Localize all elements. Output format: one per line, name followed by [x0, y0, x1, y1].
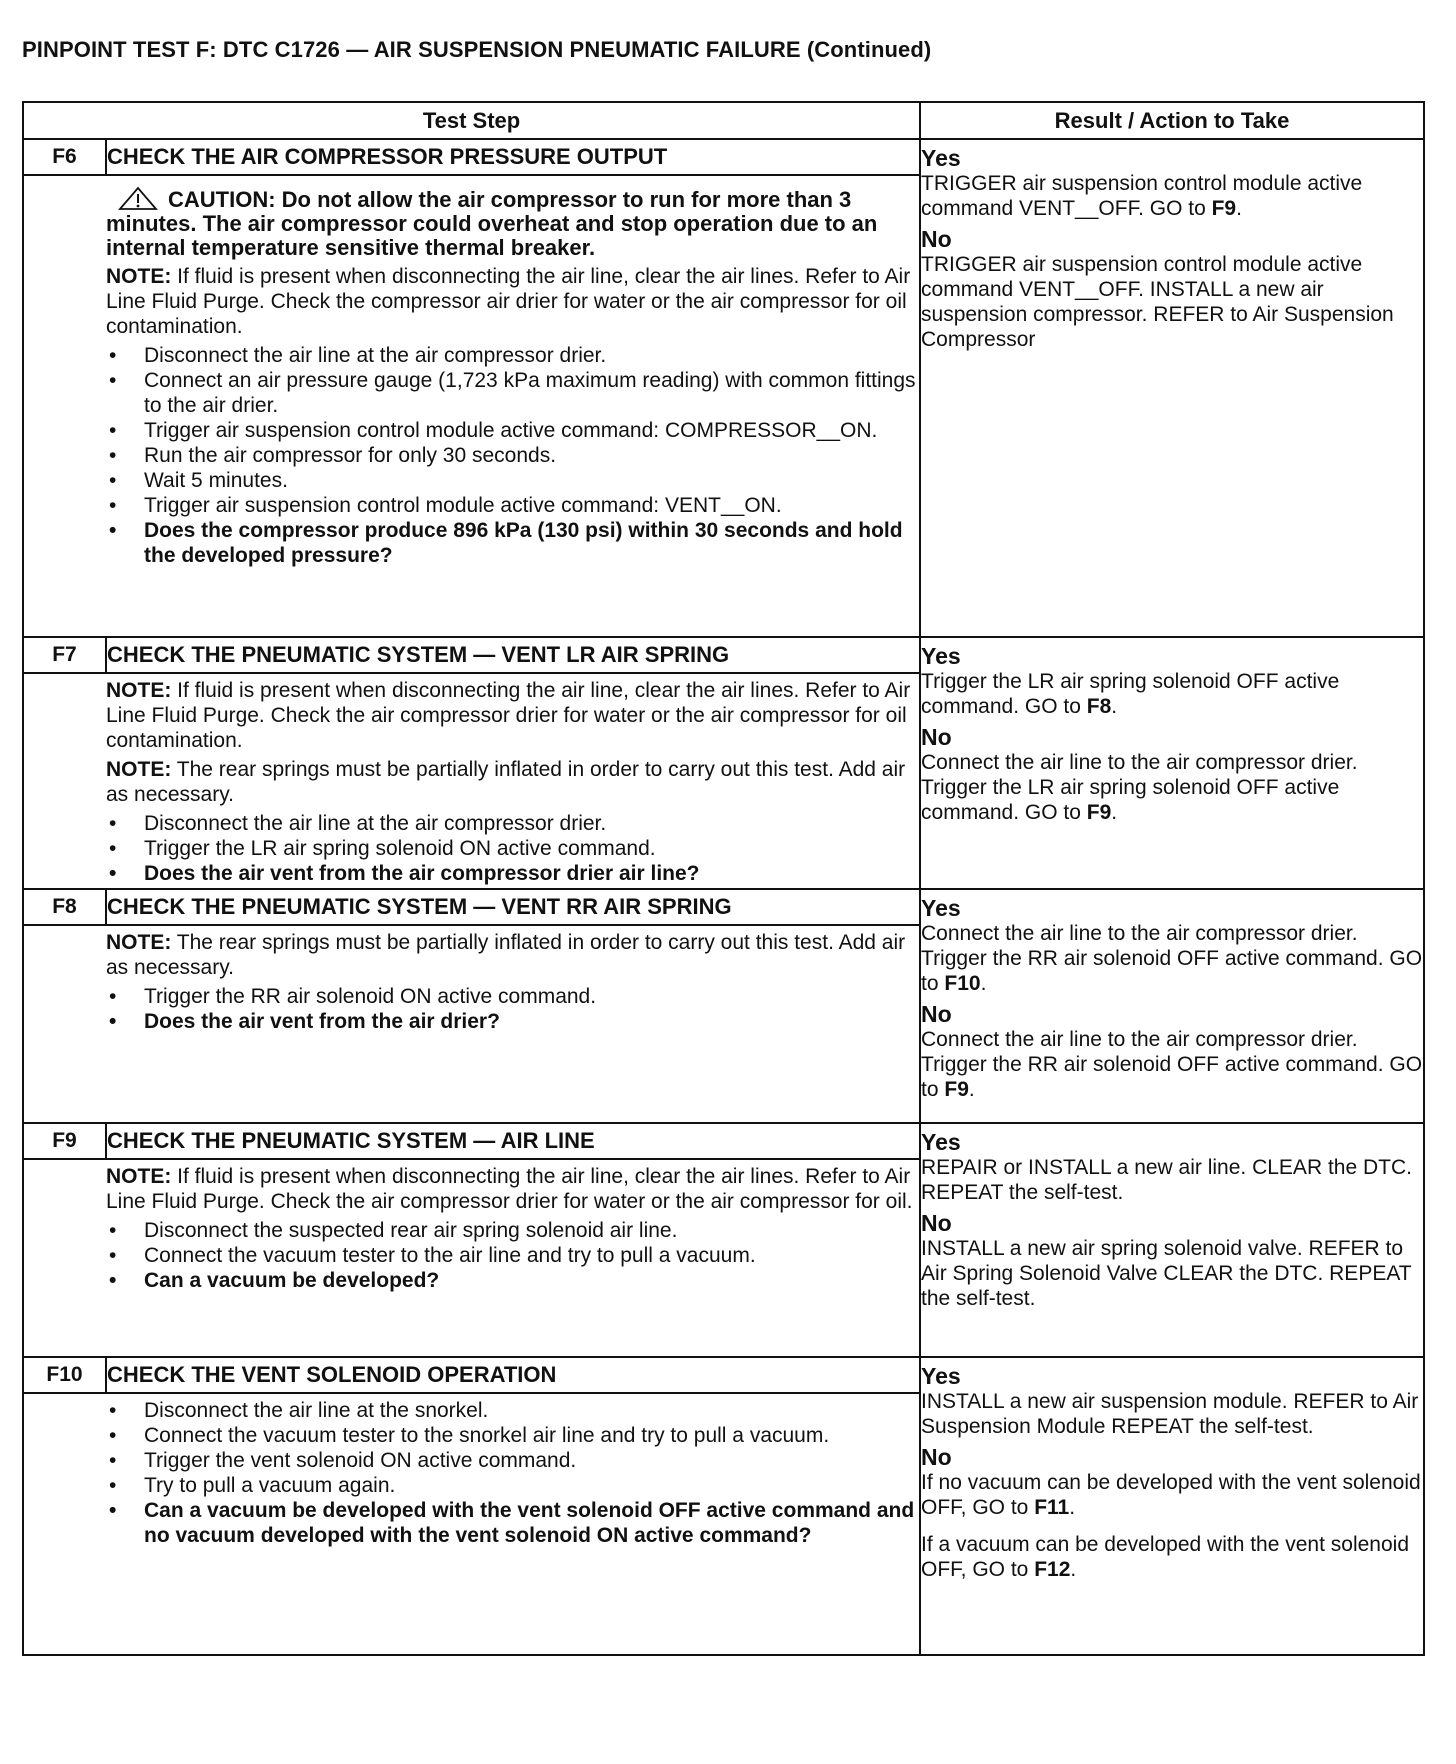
step-id: F8 [23, 889, 106, 925]
note-text: If fluid is present when disconnecting the air line, clear the air lines. Refer to Air Line Fluid Purge. Check the compressor air drier for water or the air compressor for oil contamination. [106, 265, 911, 338]
result-action: INSTALL a new air suspension module. REFER to Air Suspension Module REPEAT the self-test. [921, 1390, 1419, 1438]
note [106, 678, 919, 753]
step-title: CHECK THE AIR COMPRESSOR PRESSURE OUTPUT [106, 139, 920, 175]
note-label: NOTE: [106, 758, 172, 781]
step-question: • Does the air vent from the air compressor drier air line? [106, 861, 919, 886]
result-yes-label: Yes [921, 1363, 961, 1389]
note-text: The rear springs must be partially inflated in order to carry out this test. Add air as necessary. [106, 931, 906, 979]
bullet-item: • Trigger air suspension control module active command: VENT__ON. [106, 493, 919, 518]
step-body [23, 673, 920, 889]
bullet-item: • Trigger the vent solenoid ON active command. [106, 1448, 919, 1473]
note-text: The rear springs must be partially inflated in order to carry out this test. Add air as necessary. [106, 758, 906, 806]
result-yes-label: Yes [921, 145, 961, 171]
steps-body [23, 139, 1424, 1655]
result-no-label: No [921, 1001, 952, 1027]
result-no-label: No [921, 1444, 952, 1470]
step-body [23, 925, 920, 1123]
result-block [921, 1445, 1423, 1520]
result-action: Connect the air line to the air compressor drier. Trigger the LR air spring solenoid OFF active command. GO to [921, 751, 1358, 824]
result-tail: . [1111, 695, 1118, 718]
caution-label: CAUTION: Do not allow the air compressor to run for more than 3 minutes. The air compressor could overheat and stop operation due to an internal temperature sensitive thermal breaker. [106, 187, 878, 260]
result-yes-label: Yes [921, 895, 961, 921]
result-block [921, 1130, 1423, 1205]
step-result [920, 637, 1424, 889]
step-body [23, 1159, 920, 1357]
result-tail: . [1069, 1496, 1076, 1519]
step-bullets [106, 1218, 919, 1293]
step-body [23, 175, 920, 637]
bullet-item: • Trigger the LR air spring solenoid ON active command. [106, 836, 919, 861]
step-question: • Does the air vent from the air drier? [106, 1009, 919, 1034]
result-goto: F9 [1086, 801, 1112, 824]
result-tail: . [1236, 197, 1242, 220]
bullet-item: • Connect the vacuum tester to the air line and try to pull a vacuum. [106, 1243, 919, 1268]
result-action: TRIGGER air suspension control module active command VENT__OFF. INSTALL a new air suspension compressor. REFER to Air Suspension Compressor [921, 253, 1394, 351]
test-step-header: Test Step [23, 102, 920, 139]
step-title: CHECK THE PNEUMATIC SYSTEM — AIR LINE [106, 1123, 920, 1159]
note-label: NOTE: [106, 931, 172, 954]
page-title: PINPOINT TEST F: DTC C1726 — AIR SUSPENSION PNEUMATIC FAILURE (Continued) [22, 37, 932, 62]
result-block [921, 1524, 1423, 1582]
result-block [921, 644, 1423, 719]
result-gap [921, 1524, 1423, 1532]
result-block [921, 725, 1423, 825]
result-block [921, 896, 1423, 996]
result-block [921, 1211, 1423, 1311]
step-title-row [23, 637, 1424, 673]
step-title: CHECK THE PNEUMATIC SYSTEM — VENT RR AIR SPRING [106, 889, 920, 925]
step-result [920, 889, 1424, 1123]
result-text [921, 1027, 1423, 1102]
bullet-item: • Disconnect the air line at the air compressor drier. [106, 343, 919, 368]
result-text [921, 1470, 1423, 1520]
note [106, 757, 919, 807]
note-text: If fluid is present when disconnecting the air line, clear the air lines. Refer to Air Line Fluid Purge. Check the air compressor drier for water or the air compressor for oil. [106, 1165, 913, 1213]
step-question: • Does the compressor produce 896 kPa (130 psi) within 30 seconds and hold the developed pressure? [106, 518, 919, 568]
step-question: • Can a vacuum be developed? [106, 1268, 919, 1293]
result-text [921, 1155, 1423, 1205]
bullet-item: • Disconnect the air line at the snorkel. [106, 1398, 919, 1423]
step-body [23, 1393, 920, 1655]
step-bullets [106, 811, 919, 886]
result-text [921, 1532, 1423, 1582]
result-tail: . [1111, 801, 1118, 824]
note [106, 930, 919, 980]
step-title-row [23, 1123, 1424, 1159]
result-goto: F11 [1034, 1496, 1070, 1519]
result-text [921, 1236, 1423, 1311]
step-result [920, 1357, 1424, 1655]
step-title: CHECK THE VENT SOLENOID OPERATION [106, 1357, 920, 1393]
result-action: If a vacuum can be developed with the vent solenoid OFF, GO to [921, 1533, 1409, 1581]
result-tail: . [1070, 1558, 1077, 1581]
note-label: NOTE: [106, 265, 172, 288]
warning-triangle-icon [118, 186, 158, 210]
result-tail: . [968, 1078, 975, 1101]
step-question: • Can a vacuum be developed with the vent solenoid OFF active command and no vacuum developed with the vent solenoid ON active command? [106, 1498, 919, 1548]
result-text [921, 750, 1423, 825]
note-label: NOTE: [106, 1165, 172, 1188]
result-yes-label: Yes [921, 643, 961, 669]
result-action: Connect the air line to the air compressor drier. Trigger the RR air solenoid OFF active command. GO to [921, 922, 1423, 995]
result-tail: . [980, 972, 987, 995]
result-goto: F9 [1211, 197, 1237, 220]
step-result [920, 139, 1424, 637]
result-action: TRIGGER air suspension control module active command VENT__OFF. GO to [921, 172, 1363, 220]
pinpoint-test-table [22, 101, 1425, 1656]
result-yes-label: Yes [921, 1129, 961, 1155]
step-title-row [23, 1357, 1424, 1393]
bullet-item: • Wait 5 minutes. [106, 468, 919, 493]
result-no-label: No [921, 724, 952, 750]
bullet-item: • Try to pull a vacuum again. [106, 1473, 919, 1498]
note-label: NOTE: [106, 679, 172, 702]
result-goto: F9 [944, 1078, 969, 1101]
result-text [921, 252, 1423, 352]
result-goto: F10 [944, 972, 981, 995]
result-block [921, 146, 1423, 221]
result-no-label: No [921, 1210, 952, 1236]
step-id: F10 [23, 1357, 106, 1393]
step-id: F7 [23, 637, 106, 673]
step-bullets [106, 984, 919, 1034]
result-goto: F12 [1034, 1558, 1071, 1581]
result-text [921, 171, 1423, 221]
note-text: If fluid is present when disconnecting the air line, clear the air lines. Refer to Air Line Fluid Purge. Check the air compressor drier for water or the air compressor for oil contamination. [106, 679, 911, 752]
result-action: Trigger the LR air spring solenoid OFF active command. GO to [921, 670, 1340, 718]
result-block [921, 227, 1423, 352]
bullet-item: • Trigger the RR air solenoid ON active command. [106, 984, 919, 1009]
result-text [921, 669, 1423, 719]
step-title-row [23, 139, 1424, 175]
bullet-item: • Disconnect the air line at the air compressor drier. [106, 811, 919, 836]
bullet-item: • Trigger air suspension control module active command: COMPRESSOR__ON. [106, 418, 919, 443]
bullet-item: • Disconnect the suspected rear air spring solenoid air line. [106, 1218, 919, 1243]
step-title: CHECK THE PNEUMATIC SYSTEM — VENT LR AIR SPRING [106, 637, 920, 673]
result-action: INSTALL a new air spring solenoid valve. REFER to Air Spring Solenoid Valve CLEAR the DTC. REPEAT the self-test. [921, 1237, 1412, 1310]
result-action: Connect the air line to the air compressor drier. Trigger the RR air solenoid OFF active command. GO to [921, 1028, 1423, 1101]
caution-text [106, 186, 919, 260]
bullet-item: • Connect an air pressure gauge (1,723 kPa maximum reading) with common fittings to the air drier. [106, 368, 919, 418]
result-header: Result / Action to Take [920, 102, 1424, 139]
step-id: F6 [23, 139, 106, 175]
step-bullets [106, 1398, 919, 1548]
result-action: If no vacuum can be developed with the vent solenoid OFF, GO to [921, 1471, 1421, 1519]
result-text [921, 921, 1423, 996]
note [106, 1164, 919, 1214]
result-action: REPAIR or INSTALL a new air line. CLEAR the DTC. REPEAT the self-test. [921, 1156, 1412, 1204]
step-title-row [23, 889, 1424, 925]
step-id: F9 [23, 1123, 106, 1159]
result-text [921, 1389, 1423, 1439]
result-goto: F8 [1086, 695, 1112, 718]
result-no-label: No [921, 226, 952, 252]
step-result [920, 1123, 1424, 1357]
result-block [921, 1364, 1423, 1439]
bullet-item: • Run the air compressor for only 30 seconds. [106, 443, 919, 468]
step-bullets [106, 343, 919, 568]
note [106, 264, 919, 339]
result-block [921, 1002, 1423, 1102]
bullet-item: • Connect the vacuum tester to the snorkel air line and try to pull a vacuum. [106, 1423, 919, 1448]
